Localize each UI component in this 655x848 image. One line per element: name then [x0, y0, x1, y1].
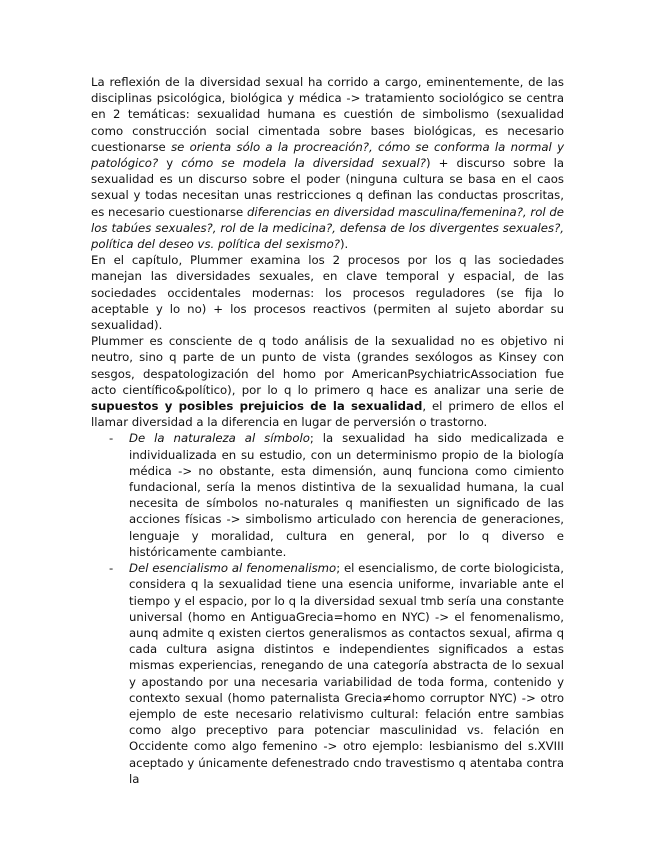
- list-item: - Del esencialismo al fenomenalismo; el esencialismo, de corte biologicista, considera q la sexualidad tiene una esencia uniforme, invariable ante el tiempo y el espacio, por lo q la diversidad sexual tmb sería una constante universal (homo en AntiguaGrecia=homo en NYC) -> el fenomenalismo, aunq admite q existen ciertos generalismos as contactos sexual, afirma q cada cultura asigna distintos e independientes significados a estas mismas experiencias, renegando de una categoría abstracta de lo sexual y apostando por una necesaria variabilidad de toda forma, contenido y contexto sexual (homo paternalista Grecia≠homo corruptor NYC) -> otro ejemplo de este necesario relativismo cultural: felación entre sambias como algo preceptivo para potenciar masculinidad vs. felación en Occidente como algo femenino -> otro ejemplo: lesbianismo del s.XVIII aceptado y únicamente defenestrado cndo travestismo q atentaba contra la: [129, 560, 564, 787]
- paragraph-intro: La reflexión de la diversidad sexual ha corrido a cargo, eminentemente, de las disciplinas psicológica, biológica y médica -> tratamiento sociológico se centra en 2 temáticas: sexualidad humana es cuestión de simbolismo (sexualidad como construcción social cimentada sobre bases biológicas, es necesario cuestionarse se orienta sólo a la procreación?, cómo se conforma la normal y patológico? y cómo se modela la diversidad sexual?) + discurso sobre la sexualidad es un discurso sobre el poder (ninguna cultura se basa en el caos sexual y todas necesitan unas restricciones q definan las conductas proscritas, es necesario cuestionarse diferencias en diversidad masculina/femenina?, rol de los tabúes sexuales?, rol de la medicina?, defensa de los divergentes sexuales?, política del deseo vs. política del sexismo?).: [91, 75, 565, 252]
- prejudice-list: [91, 430, 564, 786]
- document-page: [91, 74, 564, 787]
- paragraph-plummer: Plummer es consciente de q todo análisis de la sexualidad no es objetivo ni neutro, sino q parte de un punto de vista (grandes sexólogos as Kinsey con sesgos, despatologización del homo por AmericanPsychiatricAssociation fue acto científico&político), por lo q lo primero q hace es analizar una serie de supuestos y posibles prejuicios de la sexualidad, el primero de ellos el llamar diversidad a la diferencia en lugar de perversión o trastorno.: [91, 334, 564, 430]
- paragraph-chapter: En el capítulo, Plummer examina los 2 procesos por los q las sociedades manejan las diversidades sexuales, en clave temporal y espacial, de las sociedades occidentales modernas: los procesos reguladores (se fija lo aceptable y lo no) + los procesos reactivos (permiten al sujeto abordar su sexualidad).: [91, 253, 564, 333]
- list-item: - De la naturaleza al símbolo; la sexualidad ha sido medicalizada e individualizada en su estudio, con un determinismo propio de la biología médica -> no obstante, esta dimensión, aunq funciona como cimiento fundacional, sería la menos distintiva de la sexualidad humana, la cual necesita de símbolos no-naturales q manifiesten un significado de las acciones físicas -> simbolismo articulado con herencia de generaciones, lenguaje y moralidad, cultura en general, por lo q diverso e históricamente cambiante.: [129, 430, 564, 560]
